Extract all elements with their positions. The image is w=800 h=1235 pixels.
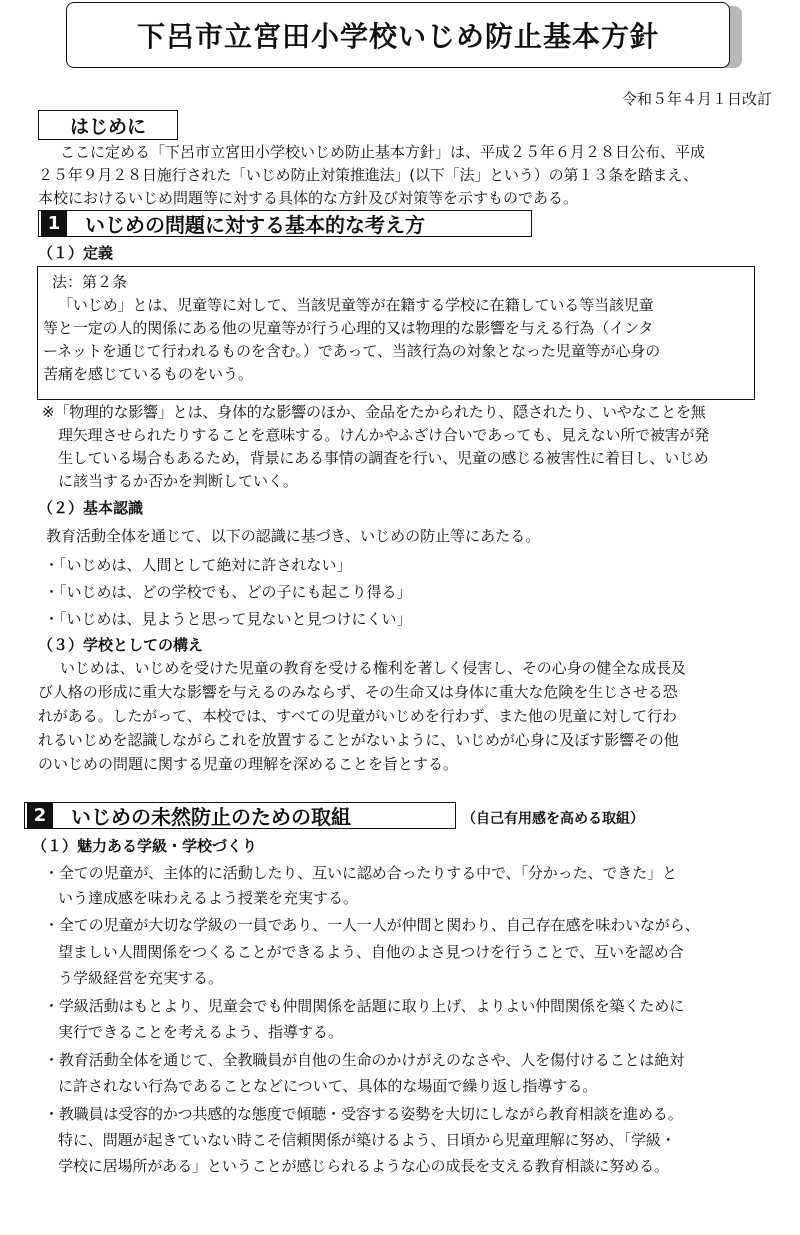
section1-sub2-heading: （２）基本認識: [38, 499, 144, 517]
stance-line: れるいじめを認識しながらこれを放置することがないように、いじめが心身に及ぼす影響その他: [38, 731, 679, 749]
definition-label: 法：第２条: [52, 273, 128, 291]
recognition-bullet: ・「いじめは、見ようと思って見ないと見つけにくい」: [44, 610, 412, 628]
definition-line: 苦痛を感じているものをいう。: [43, 365, 254, 383]
effort-line: ・全ての児童が大切な学級の一員であり、一人一人が仲間と関わり、自己存在感を味わいながら、: [44, 916, 700, 934]
recognition-bullet: ・「いじめは、人間として絶対に許されない」: [44, 556, 352, 574]
note-line: 生している場合もあるため，背景にある事情の調査を行い、児童の感じる被害性に着目し、いじめ: [58, 449, 709, 467]
intro-line: ２５年９月２８日施行された「いじめ防止対策推進法」(以下「法」という）の第１３条を踏まえ、: [38, 166, 699, 184]
effort-line: ・学級活動はもとより、児童会でも仲間関係を話題に取り上げ、よりよい仲間関係を築くために: [44, 997, 685, 1015]
recognition-lead: 教育活動全体を通じて、以下の認識に基づき、いじめの防止等にあたる。: [46, 527, 541, 545]
section1-heading: [38, 210, 532, 237]
effort-line: ・教育活動全体を通じて、全教職員が自他の生命のかけがえのなさや、人を傷付けることは絶対: [44, 1051, 685, 1069]
stance-line: び人格の形成に重大な影響を与えるのみならず、その生命又は身体に重大な危険を生じさせる恐: [38, 683, 678, 701]
effort-line: う学級経営を充実する。: [58, 969, 224, 987]
section2-title: いじめの未然防止のための取組: [71, 805, 351, 829]
section1-number: 1: [41, 211, 67, 237]
recognition-bullet: ・「いじめは、どの学校でも、どの子にも起こり得る」: [44, 583, 412, 601]
section1-title: いじめの問題に対する基本的な考え方: [85, 213, 425, 237]
note-line: ※「物理的な影響」とは、身体的な影響のほか、金品をたかられたり、隠されたり、いやなことを無: [42, 403, 706, 421]
definition-line: 等と一定の人的関係にある他の児童等が行う心理的又は物理的な影響を与える行為（インタ: [43, 319, 654, 337]
section1-sub3-heading: （３）学校としての構え: [38, 636, 204, 654]
effort-line: 実行できることを考えるよう、指導する。: [58, 1023, 344, 1041]
intro-line: ここに定める「下呂市立宮田小学校いじめ防止基本方針」は、平成２５年６月２８日公布、平成: [60, 143, 706, 161]
stance-line: れがある。したがって、本校では、すべての児童がいじめを行わず、また他の児童に対して行わ: [38, 707, 677, 725]
definition-line: 「いじめ」とは、児童等に対して、当該児童等が在籍する学校に在籍している等当該児童: [58, 296, 654, 314]
note-line: に該当するか否かを判断していく。: [58, 472, 298, 490]
section2-sub1-heading: （１）魅力ある学級・学校づくり: [32, 837, 258, 855]
stance-line: いじめは、いじめを受けた児童の教育を受ける権利を著しく侵害し、その心身の健全な成長及: [60, 659, 686, 677]
effort-line: に許されない行為であることなどについて、具体的な場面で繰り返し指導する。: [58, 1077, 598, 1095]
effort-line: 特に、問題が起きていない時こそ信頼関係が築けるよう、日頃から児童理解に努め、「学級・: [58, 1131, 676, 1149]
effort-line: いう達成感を味わえるよう授業を充実する。: [58, 889, 359, 907]
effort-line: 学校に居場所がある」ということが感じられるような心の成長を支える教育相談に努める。: [58, 1157, 669, 1175]
section2-subtitle: （自己有用感を高める取組）: [462, 811, 644, 827]
intro-line: 本校におけるいじめ問題等に対する具体的な方針及び対策等を示すものである。: [38, 189, 579, 207]
effort-line: 望ましい人間関係をつくることができるよう、自他のよさ見つけを行うことで、互いを認め合: [58, 943, 684, 961]
stance-line: のいじめの問題に関する児童の理解を深めることを旨とする。: [38, 755, 459, 773]
revision-date: 令和５年４月１日改訂: [621, 90, 772, 108]
section2-heading: [24, 802, 456, 829]
definition-box: [37, 266, 755, 400]
note-line: 理矢理させられたりすることを意味する。けんかやふざけ合いであっても、見えない所で被害が発: [58, 426, 710, 444]
effort-line: ・全ての児童が、主体的に活動したり、互いに認め合ったりする中で、「分かった、できた」と: [44, 864, 677, 882]
intro-heading: はじめに: [38, 110, 178, 140]
effort-line: ・教職員は受容的かつ共感的な態度で傾聴・受容する姿勢を大切にしながら教育相談を進める。: [44, 1105, 683, 1123]
definition-line: ーネットを通じて行われるものを含む。）であって、当該行為の対象となった児童等が心身の: [43, 342, 661, 360]
page-title: 下呂市立宮田小学校いじめ防止基本方針: [66, 2, 730, 68]
section1-sub1-heading: （１）定義: [38, 244, 114, 262]
section2-number: 2: [27, 803, 53, 829]
